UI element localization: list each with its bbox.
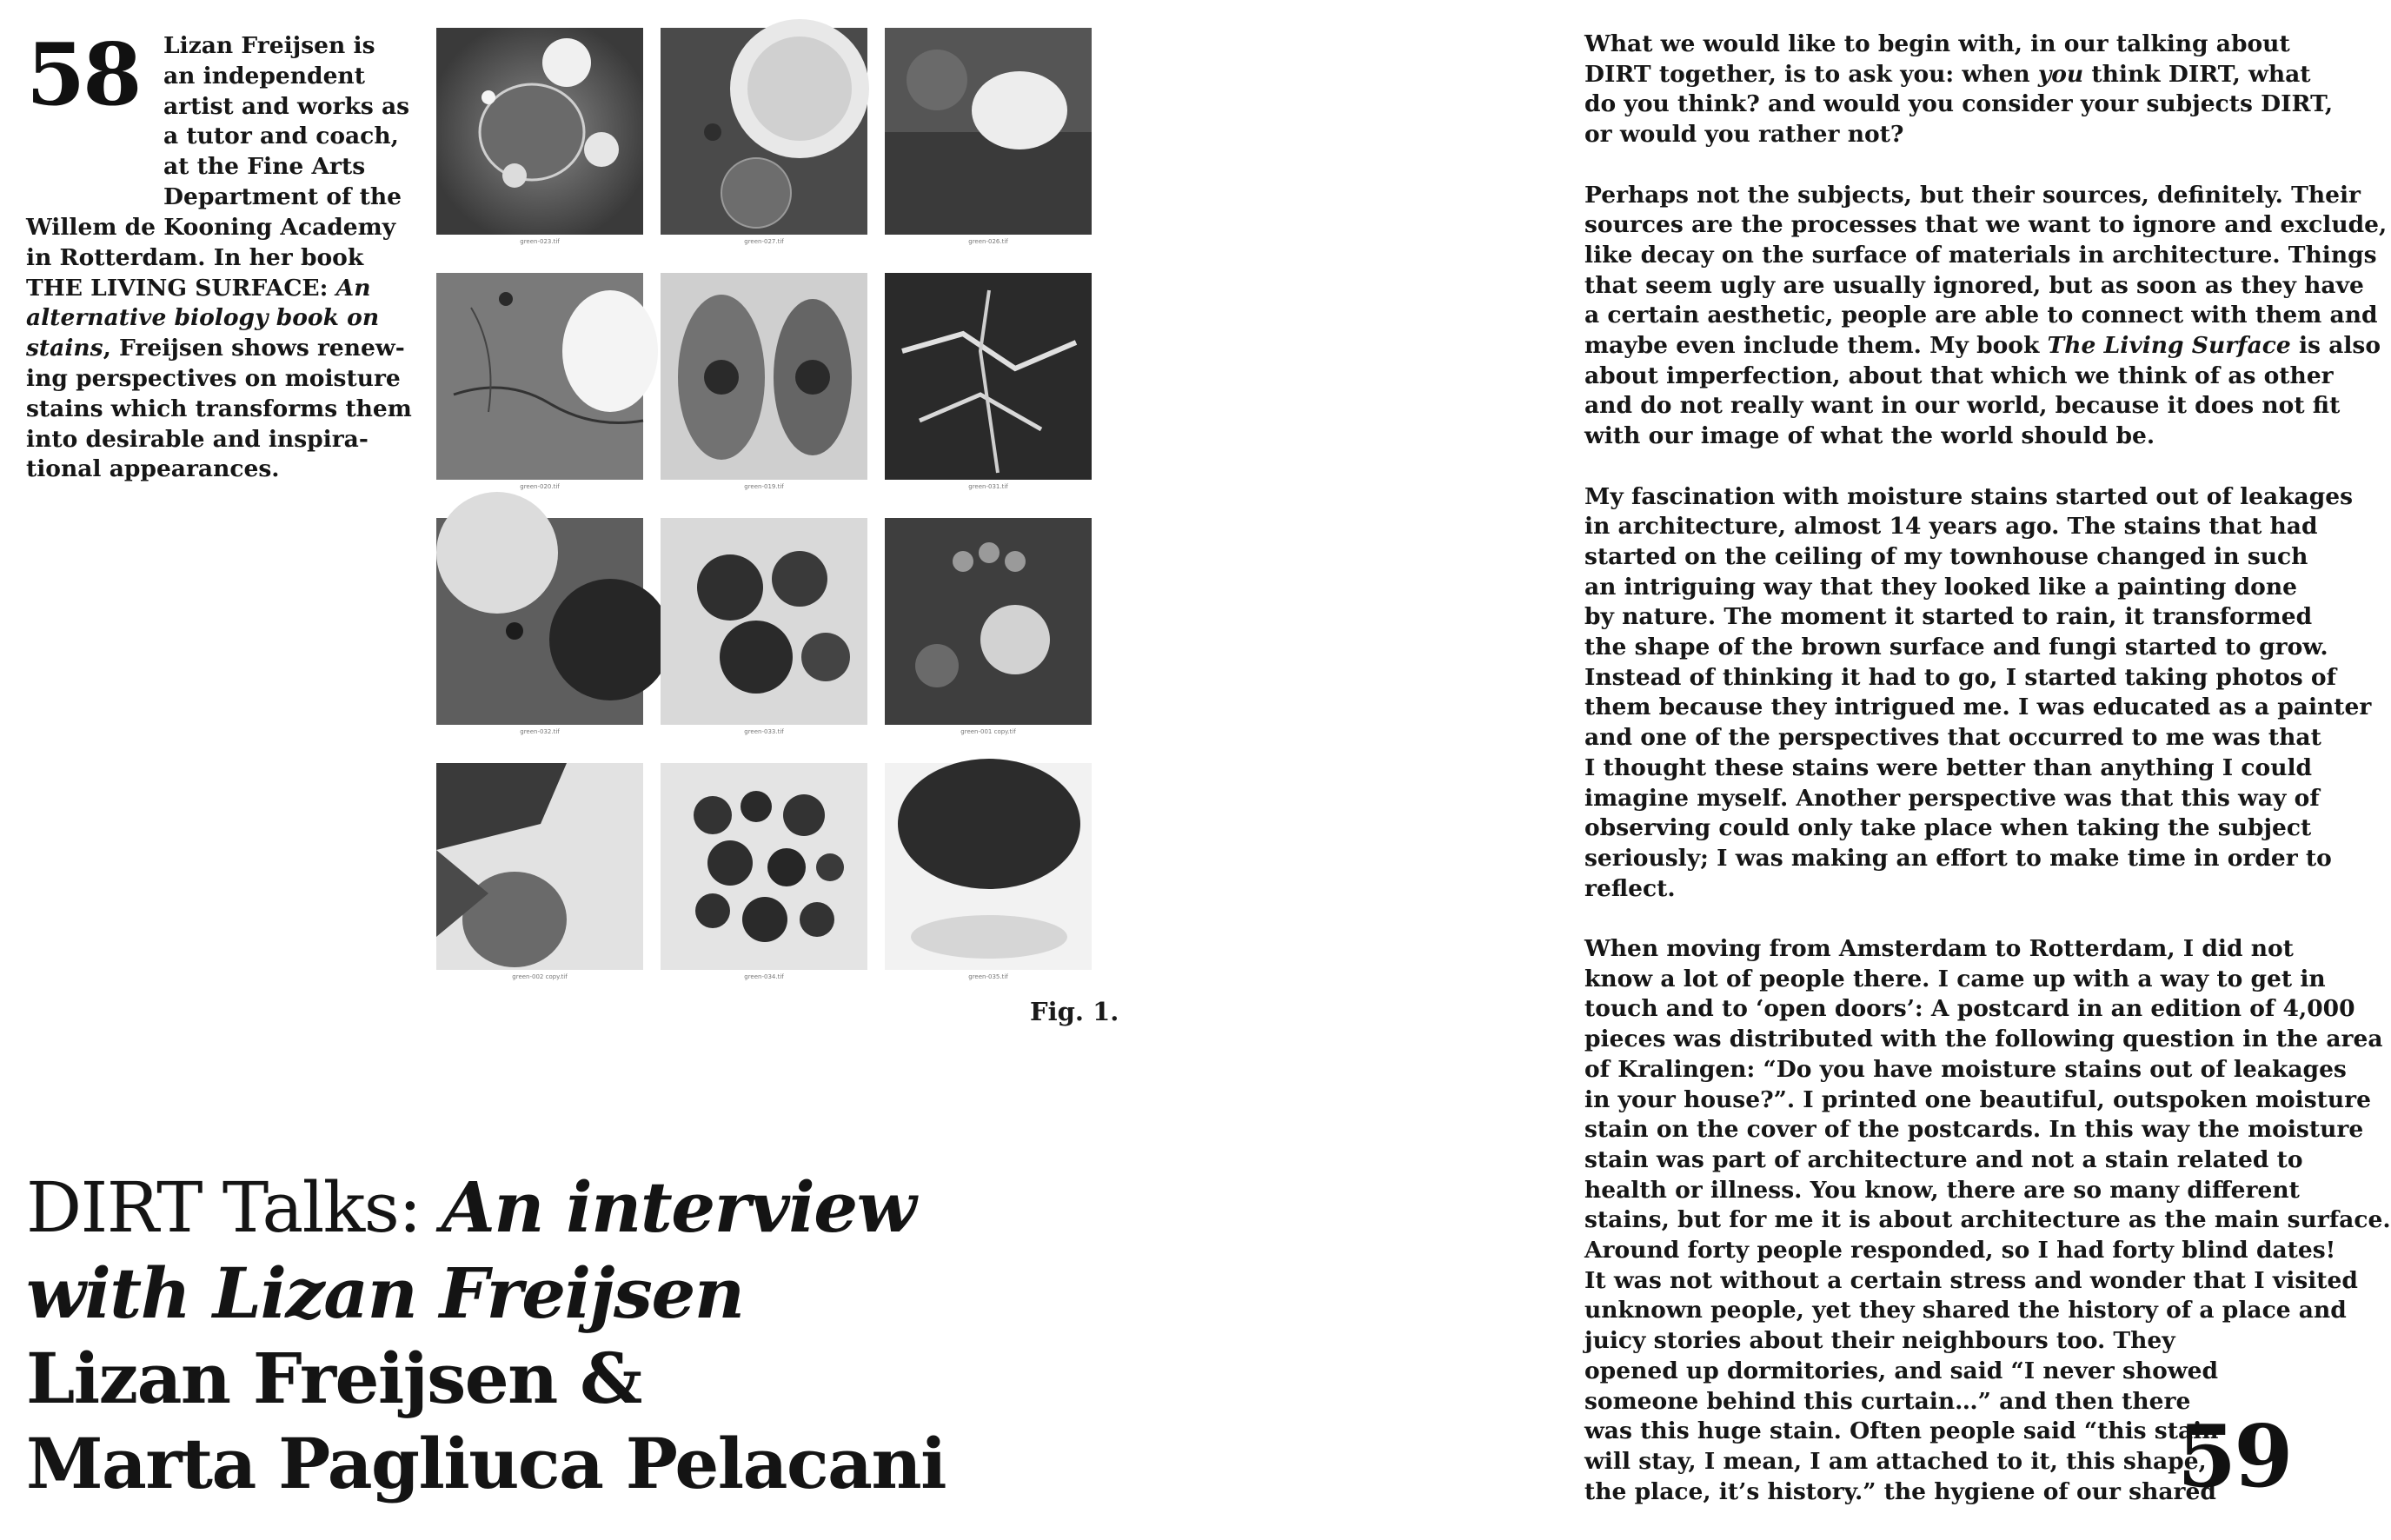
- text-line: was this huge stain. Often people said “this stain: [1584, 1417, 2219, 1445]
- bio-line: alternative biology book on: [26, 304, 380, 332]
- dish-caption: green-027.tif: [744, 238, 784, 245]
- text-line: an intriguing way that they looked like a painting done: [1584, 573, 2297, 601]
- text-line: will stay, I mean, I am attached to it, this shape,: [1584, 1448, 2207, 1475]
- dish-caption: green-019.tif: [744, 483, 784, 490]
- text-line: reflect.: [1584, 874, 1676, 902]
- text-line: opened up dormitories, and said “I never showed: [1584, 1357, 2219, 1384]
- text-line: touch and to ‘open doors’: A postcard in an edition of 4,000: [1584, 995, 2355, 1023]
- answer-paragraph: [1584, 482, 2372, 905]
- text-line: in your house?”. I printed one beautiful, outspoken moisture: [1584, 1085, 2371, 1113]
- bio-line: Willem de Kooning Academy: [26, 214, 396, 241]
- petri-dish-image: [436, 763, 643, 970]
- figure-label: Fig. 1.: [1030, 997, 1119, 1026]
- petri-dish-image: [885, 28, 1092, 235]
- petri-dish-image: [436, 518, 643, 725]
- bio-line: in Rotterdam. In her book: [26, 243, 364, 271]
- text-line: unknown people, yet they shared the history of a place and: [1584, 1297, 2347, 1324]
- bio-line: Department of the: [163, 183, 402, 210]
- text-line: know a lot of people there. I came up with a way to get in: [1584, 965, 2326, 992]
- bio-line: tional appearances.: [26, 455, 280, 483]
- text-line: stain on the cover of the postcards. In this way the moisture: [1584, 1116, 2364, 1144]
- bio-line: ing perspectives on moisture: [26, 364, 401, 392]
- text-line: Instead of thinking it had to go, I started taking photos of: [1584, 663, 2336, 691]
- text-line: pieces was distributed with the following question in the area: [1584, 1026, 2383, 1053]
- text-line: the shape of the brown surface and fungi started to grow.: [1584, 634, 2328, 661]
- bio-line: stains which transforms them: [26, 395, 412, 422]
- text-line: and one of the perspectives that occurred to me was that: [1584, 724, 2321, 752]
- text-line: imagine myself. Another perspective was that this way of: [1584, 784, 2320, 812]
- bio-line: an independent: [163, 62, 365, 90]
- dish-caption: green-001 copy.tif: [960, 728, 1016, 735]
- text-line: It was not without a certain stress and wonder that I visited: [1584, 1266, 2358, 1294]
- text-line: health or illness. You know, there are so many different: [1584, 1176, 2300, 1204]
- text-line: seriously; I was making an effort to make time in order to: [1584, 844, 2332, 872]
- petri-dish-image: [436, 273, 643, 480]
- petri-dish-image: [661, 273, 867, 480]
- text-line: the place, it’s history.” the hygiene of our shared: [1584, 1477, 2216, 1505]
- text-line: When moving from Amsterdam to Rotterdam, I did not: [1584, 935, 2294, 963]
- text-line: stains, but for me it is about architecture as the main surface.: [1584, 1206, 2391, 1234]
- article-title: [26, 1165, 1069, 1506]
- text-line: juicy stories about their neighbours too. They: [1584, 1327, 2175, 1355]
- authors-line: Marta Pagliuca Pelacani: [26, 1423, 946, 1504]
- author-bio: [163, 31, 409, 213]
- petri-dish-image: [436, 28, 643, 235]
- dish-caption: green-034.tif: [744, 973, 784, 980]
- answer-paragraph: Perhaps not the subjects, but their sources, definitely. Their sources are the processes that we want to ignore and exclude, like decay on the surface of materials in architecture. Things that seem ugly are usually ignored, but as soon as they have a certain aesthetic, people are able to connect with them and maybe even include them. My book The Living Surface is also about imperfection, about that which we think of as other and do not really want in our world, because it does not fit with our image of what the world should be.: [1584, 181, 2388, 450]
- bio-line: a tutor and coach,: [163, 123, 399, 150]
- authors-line: Lizan Freijsen &: [26, 1338, 641, 1419]
- petri-dish-figure: [428, 19, 1106, 992]
- dish-caption: green-035.tif: [968, 973, 1008, 980]
- dish-caption: green-031.tif: [968, 483, 1008, 490]
- text-line: stain was part of architecture and not a stain related to: [1584, 1145, 2303, 1173]
- text-line: in architecture, almost 14 years ago. The stains that had: [1584, 513, 2318, 541]
- dish-caption: green-032.tif: [520, 728, 560, 735]
- text-line: someone behind this curtain…” and then there: [1584, 1387, 2191, 1415]
- interview-column: [1584, 30, 2391, 1537]
- text-line: I thought these stains were better than anything I could: [1584, 753, 2313, 781]
- author-bio-continued: [26, 213, 412, 485]
- text-line: Around forty people responded, so I had forty blind dates!: [1584, 1237, 2336, 1265]
- text-line: them because they intrigued me. I was educated as a painter: [1584, 694, 2372, 721]
- petri-dish-image: [661, 28, 867, 235]
- dish-caption: green-033.tif: [744, 728, 784, 735]
- dish-caption: green-026.tif: [968, 238, 1008, 245]
- bio-line: artist and works as: [163, 92, 410, 120]
- text-line: started on the ceiling of my townhouse changed in such: [1584, 542, 2308, 570]
- petri-dish-image: [661, 763, 867, 970]
- dish-caption: green-020.tif: [520, 483, 560, 490]
- bio-line: Lizan Freijsen is: [163, 32, 375, 59]
- dish-caption: green-002 copy.tif: [512, 973, 568, 980]
- page-number-right: 59: [2177, 1407, 2291, 1507]
- bio-line: stains, Freijsen shows renew-: [26, 335, 405, 362]
- petri-dish-image: [885, 273, 1092, 480]
- text-line: My fascination with moisture stains started out of leakages: [1584, 482, 2354, 510]
- text-line: observing could only take place when taking the subject: [1584, 814, 2312, 842]
- bio-line: THE LIVING SURFACE: An: [26, 274, 371, 302]
- petri-dish-image: [885, 763, 1092, 970]
- page-number-left: 58: [26, 25, 140, 125]
- petri-dish-image: [661, 518, 867, 725]
- title-line: DIRT Talks: An interview: [26, 1166, 915, 1248]
- dish-caption: green-023.tif: [520, 238, 560, 245]
- text-line: of Kralingen: “Do you have moisture stains out of leakages: [1584, 1055, 2347, 1083]
- interview-question: What we would like to begin with, in our talking about DIRT together, is to ask you: when you think DIRT, what do you think? and would you consider your subjects DIRT, or would you rather not?: [1584, 30, 2334, 149]
- petri-dish-image: [885, 518, 1092, 725]
- bio-line: into desirable and inspira-: [26, 425, 369, 453]
- bio-line: at the Fine Arts: [163, 153, 366, 181]
- title-line: with Lizan Freijsen: [26, 1252, 744, 1334]
- text-line: by nature. The moment it started to rain, it transformed: [1584, 603, 2313, 631]
